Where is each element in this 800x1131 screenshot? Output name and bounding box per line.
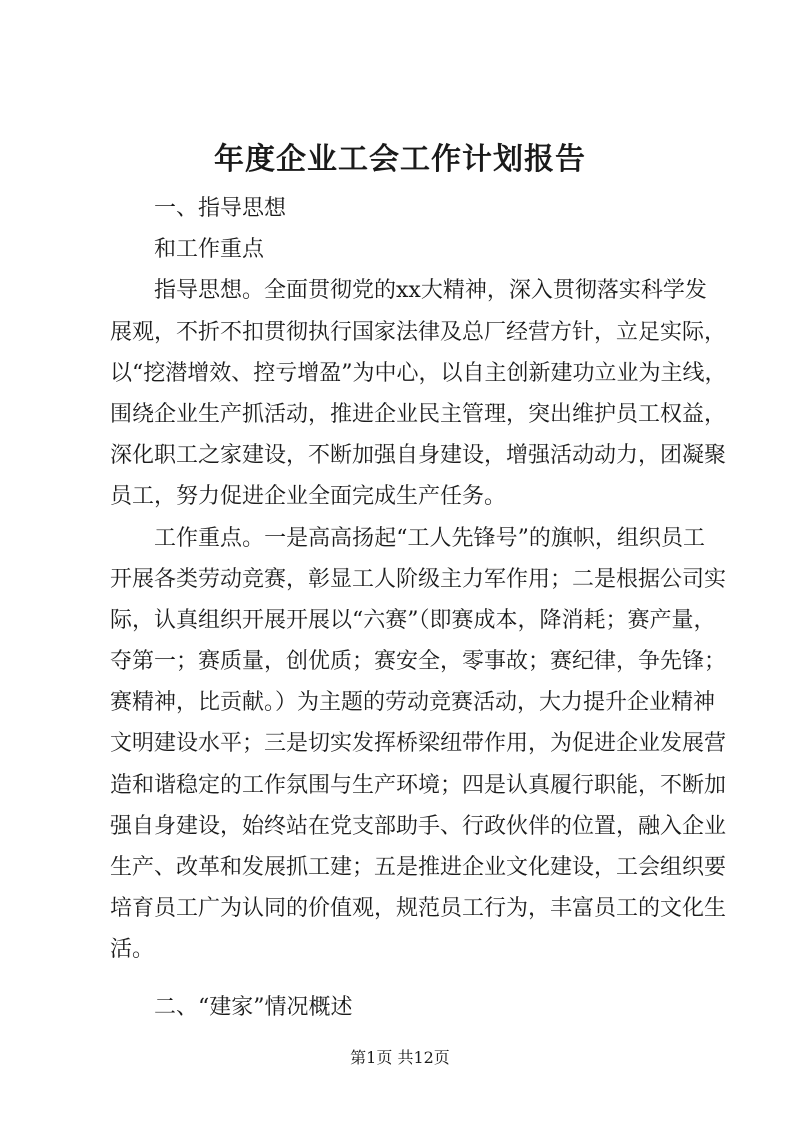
- paragraph-line: 员工，努力促进企业全面完成生产任务。: [110, 484, 507, 510]
- paragraph-line: 围绕企业生产抓活动，推进企业民主管理，突出维护员工权益，: [110, 401, 727, 427]
- paragraph-line: 文明建设水平；三是切实发挥桥梁纽带作用，为促进企业发展营: [110, 731, 727, 757]
- paragraph-line: 深化职工之家建设，不断加强自身建设，增强活动动力，团凝聚: [110, 443, 727, 469]
- paragraph-line: 际，认真组织开展开展以“六赛”（即赛成本，降消耗；赛产量，: [110, 607, 716, 633]
- paragraph-line: 赛精神，比贡献。）为主题的劳动竞赛活动，大力提升企业精神: [110, 690, 716, 716]
- section-heading-1: 一、指导思想: [154, 196, 287, 221]
- paragraph-line: 指导思想。全面贯彻党的xx大精神，深入贯彻落实科学发: [154, 278, 707, 304]
- paragraph-line: 造和谐稳定的工作氛围与生产环境；四是认真履行职能，不断加: [110, 772, 727, 798]
- section-heading-1-continued: 和工作重点: [154, 237, 265, 263]
- paragraph-line: 工作重点。一是高高扬起“工人先锋号”的旗帜，组织员工: [154, 525, 705, 551]
- paragraph-line: 开展各类劳动竞赛，彰显工人阶级主力军作用；二是根据公司实: [110, 566, 727, 592]
- paragraph-line: 培育员工广为认同的价值观，规范员工行为，丰富员工的文化生: [110, 896, 727, 922]
- section-heading-2: 二、“建家”情况概述: [154, 994, 353, 1020]
- paragraph-line: 活。: [110, 937, 155, 963]
- page-number-footer: 第1页 共12页: [350, 1048, 450, 1067]
- document-body: [110, 188, 727, 1028]
- paragraph-line: 展观，不折不扣贯彻执行国家法律及总厂经营方针，立足实际，: [110, 319, 727, 345]
- document-title: 年度企业工会工作计划报告: [214, 142, 586, 177]
- paragraph-line: 以“挖潜增效、控亏增盈”为中心，以自主创新建功立业为主线，: [110, 360, 727, 386]
- paragraph-line: 夺第一；赛质量，创优质；赛安全，零事故；赛纪律，争先锋；: [110, 649, 727, 675]
- paragraph-work-focus: [110, 518, 727, 971]
- paragraph-line: 生产、改革和发展抓工建；五是推进企业文化建设，工会组织要: [110, 855, 727, 880]
- paragraph-guiding-thought: [110, 270, 727, 517]
- paragraph-line: 强自身建设，始终站在党支部助手、行政伙伴的位置，融入企业: [110, 813, 727, 839]
